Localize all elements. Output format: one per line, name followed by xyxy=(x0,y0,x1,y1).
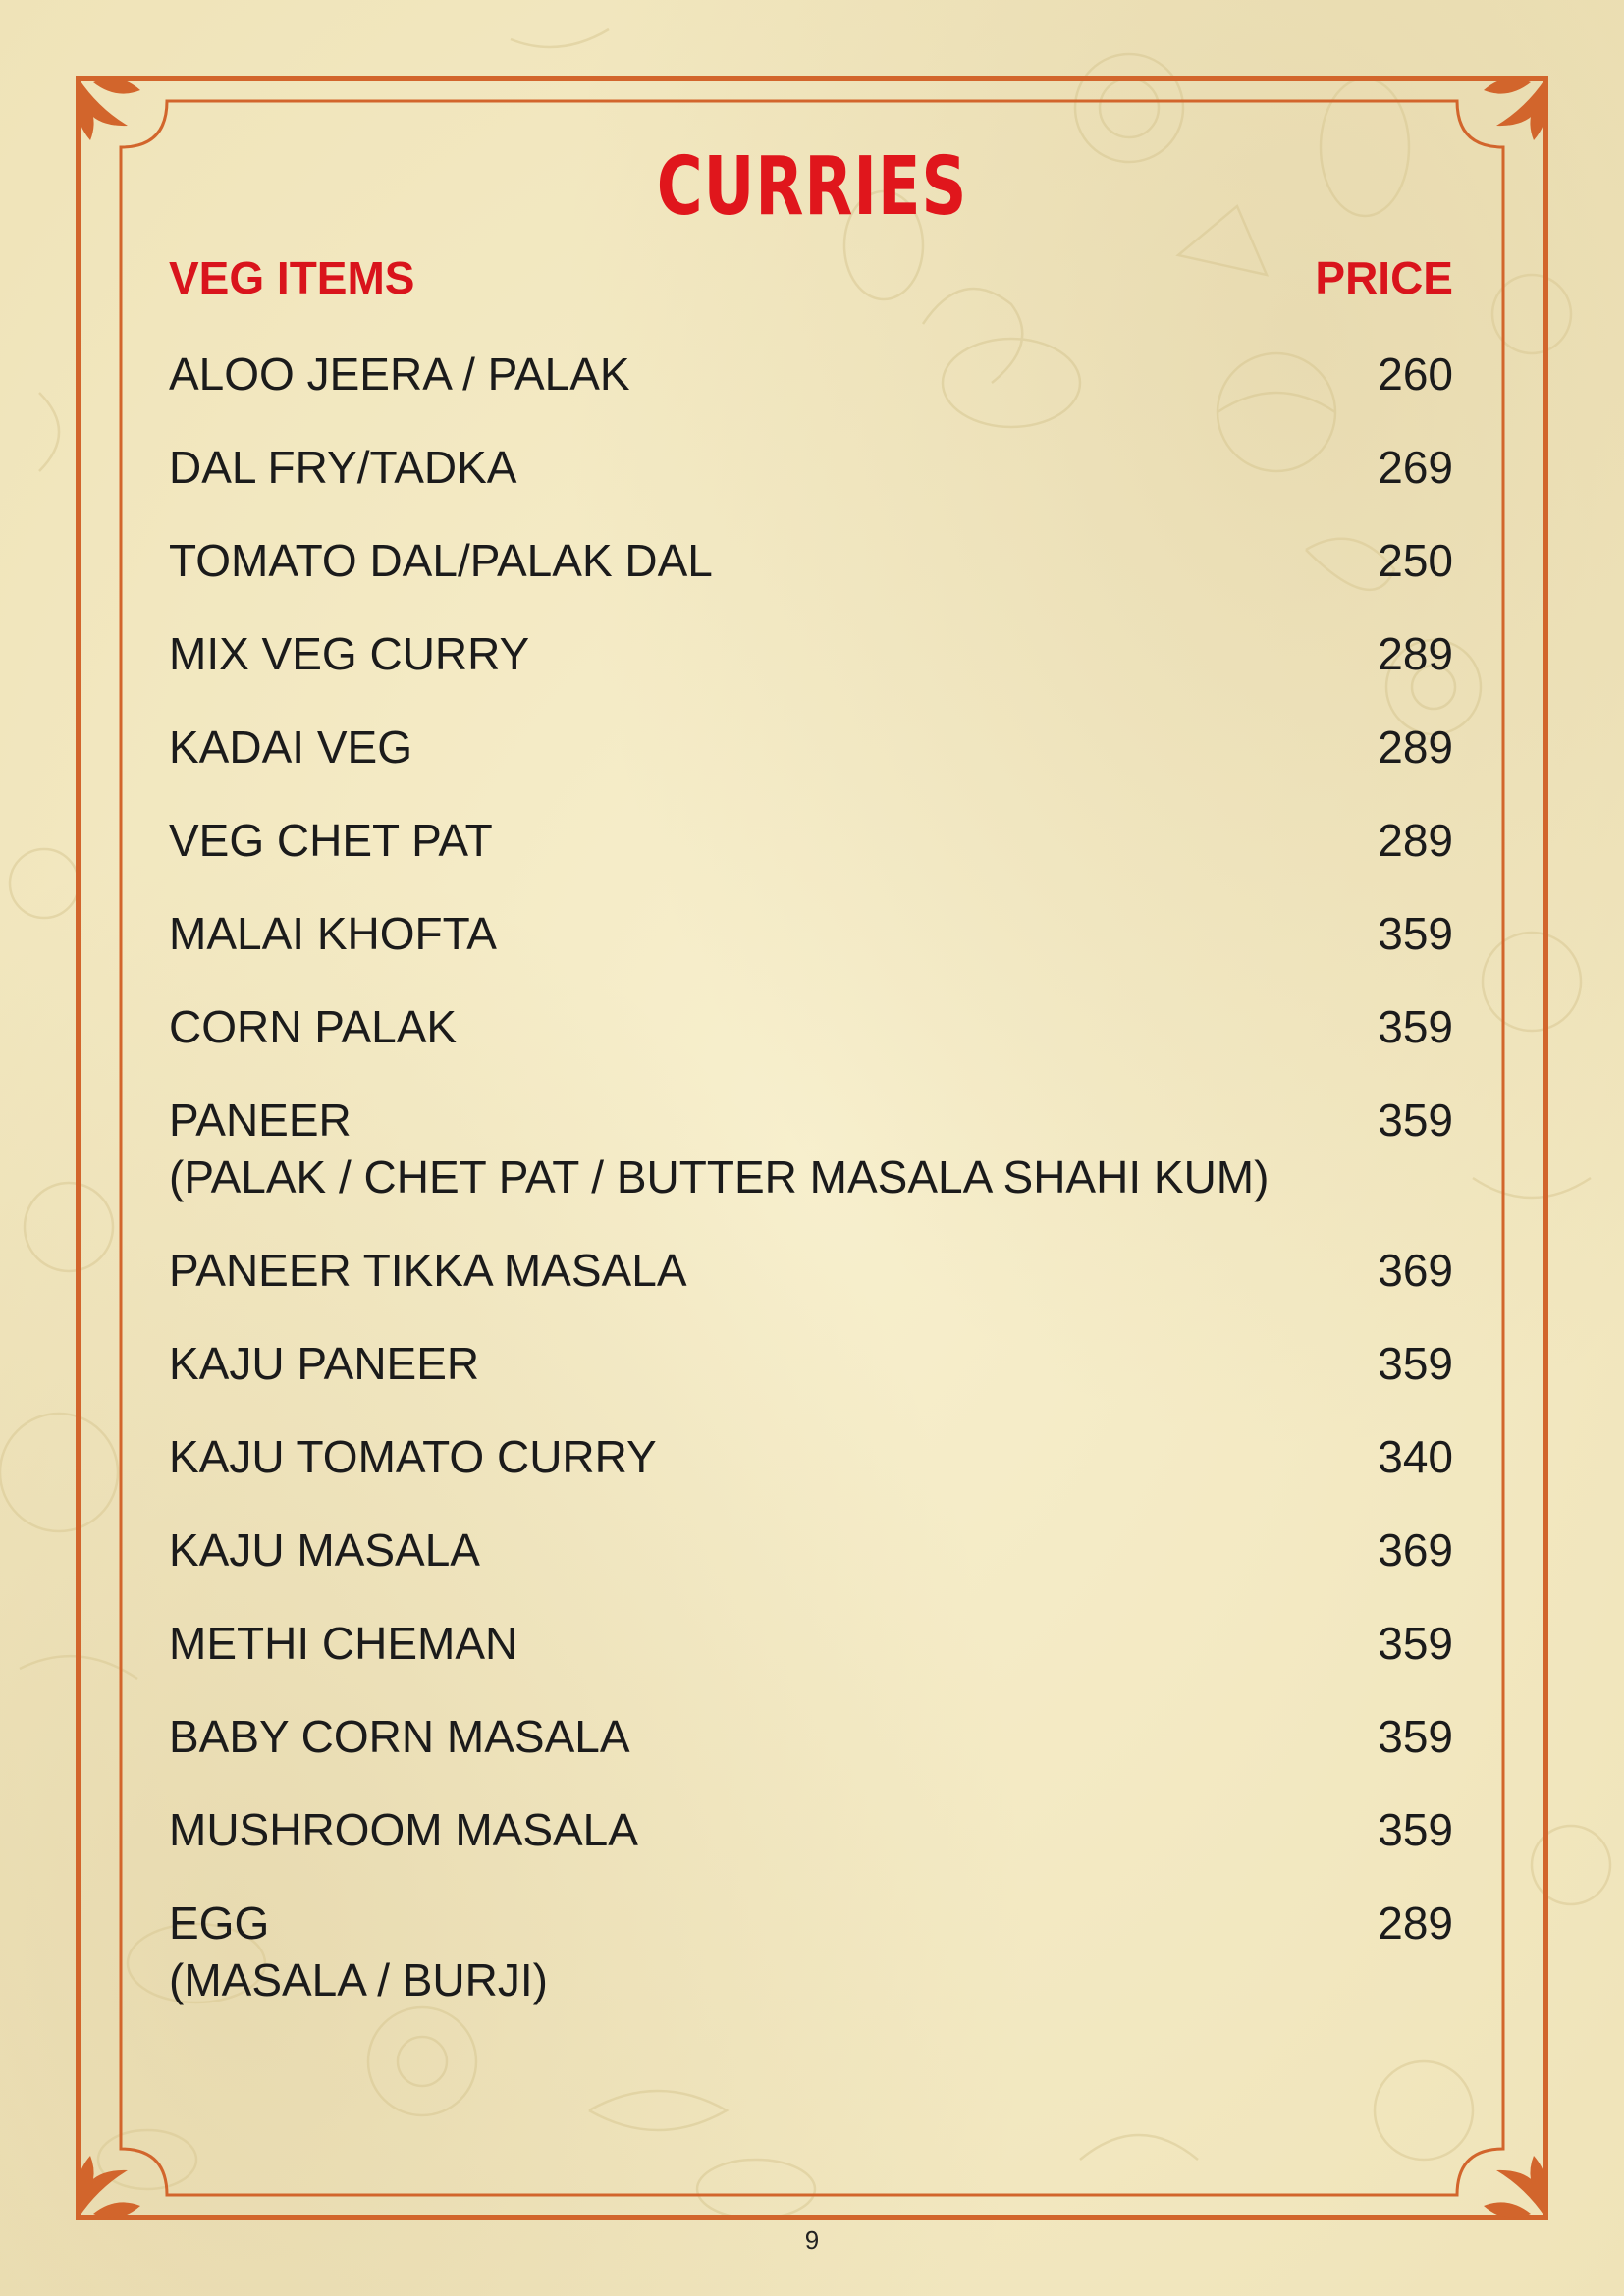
menu-item xyxy=(169,998,1453,1055)
menu-item-text xyxy=(169,1092,1269,1205)
menu-item-price: 369 xyxy=(1378,1245,1453,1296)
menu-item-name: PANEER xyxy=(169,1095,352,1146)
menu-item xyxy=(169,625,1453,682)
menu-item-text xyxy=(169,1895,548,2008)
menu-item-text xyxy=(169,625,529,682)
menu-item-price: 260 xyxy=(1378,348,1453,400)
menu-item-name: EGG xyxy=(169,1897,270,1949)
menu-item-price: 359 xyxy=(1378,908,1453,959)
menu-item xyxy=(169,905,1453,962)
menu-item-name: ALOO JEERA / PALAK xyxy=(169,348,630,400)
menu-item-options: (MASALA / BURJI) xyxy=(169,1954,548,2005)
menu-item-text xyxy=(169,346,630,402)
menu-item-price: 289 xyxy=(1378,815,1453,866)
price-header: PRICE xyxy=(1315,252,1453,303)
page-number: 9 xyxy=(804,2225,820,2255)
menu-item-name: VEG CHET PAT xyxy=(169,815,493,866)
menu-item-price: 359 xyxy=(1378,1711,1453,1762)
menu-item-price: 340 xyxy=(1378,1431,1453,1482)
menu-item-name: KAJU TOMATO CURRY xyxy=(169,1431,657,1482)
menu-item-price: 369 xyxy=(1378,1524,1453,1575)
menu-item xyxy=(169,812,1453,869)
menu-item-name: MIX VEG CURRY xyxy=(169,628,530,679)
menu-item-text xyxy=(169,1708,630,1765)
menu-item-text xyxy=(169,812,493,869)
menu-item-price: 289 xyxy=(1378,628,1453,679)
menu-item-price: 359 xyxy=(1378,1804,1453,1855)
menu-item-text xyxy=(169,905,497,962)
menu-item xyxy=(169,532,1453,589)
menu-item-text xyxy=(169,1801,638,1858)
menu-item xyxy=(169,439,1453,496)
veg-items-header: VEG ITEMS xyxy=(169,252,415,303)
menu-item-text xyxy=(169,1335,479,1392)
menu-item-name: MUSHROOM MASALA xyxy=(169,1804,638,1855)
menu-item-text xyxy=(169,998,457,1055)
menu-item xyxy=(169,346,1453,402)
menu-item-text xyxy=(169,1428,657,1485)
menu-item xyxy=(169,1428,1453,1485)
menu-item-price: 359 xyxy=(1378,1338,1453,1389)
menu-item-name: BABY CORN MASALA xyxy=(169,1711,630,1762)
menu-item-text xyxy=(169,439,516,496)
menu-item xyxy=(169,1801,1453,1858)
menu-item xyxy=(169,1335,1453,1392)
menu-item-price: 359 xyxy=(1378,1095,1453,1146)
menu-item-name: KAJU MASALA xyxy=(169,1524,480,1575)
menu-item-text xyxy=(169,1522,480,1578)
menu-item-price: 359 xyxy=(1378,1001,1453,1052)
menu-item xyxy=(169,719,1453,775)
menu-item-name: DAL FRY/TADKA xyxy=(169,442,517,493)
menu-item-name: TOMATO DAL/PALAK DAL xyxy=(169,535,713,586)
menu-item-price: 289 xyxy=(1378,1897,1453,1949)
menu-item-text xyxy=(169,719,412,775)
menu-item-text xyxy=(169,1615,517,1672)
menu-item-name: METHI CHEMAN xyxy=(169,1618,518,1669)
menu-item-name: PANEER TIKKA MASALA xyxy=(169,1245,687,1296)
menu-list xyxy=(169,346,1453,2045)
menu-item-price: 289 xyxy=(1378,721,1453,773)
menu-item xyxy=(169,1522,1453,1578)
menu-item-text xyxy=(169,532,713,589)
menu-item-name: CORN PALAK xyxy=(169,1001,458,1052)
menu-item-price: 250 xyxy=(1378,535,1453,586)
menu-item-name: KADAI VEG xyxy=(169,721,412,773)
page-title: CURRIES xyxy=(656,140,968,234)
menu-item xyxy=(169,1615,1453,1672)
menu-item-name: KAJU PANEER xyxy=(169,1338,480,1389)
menu-item-price: 359 xyxy=(1378,1618,1453,1669)
menu-item xyxy=(169,1895,1453,2008)
menu-item-text xyxy=(169,1242,687,1299)
menu-item xyxy=(169,1708,1453,1765)
menu-item-name: MALAI KHOFTA xyxy=(169,908,497,959)
menu-item-price: 269 xyxy=(1378,442,1453,493)
menu-item-options: (PALAK / CHET PAT / BUTTER MASALA SHAHI KUM) xyxy=(169,1151,1270,1202)
menu-item xyxy=(169,1092,1453,1205)
menu-item xyxy=(169,1242,1453,1299)
